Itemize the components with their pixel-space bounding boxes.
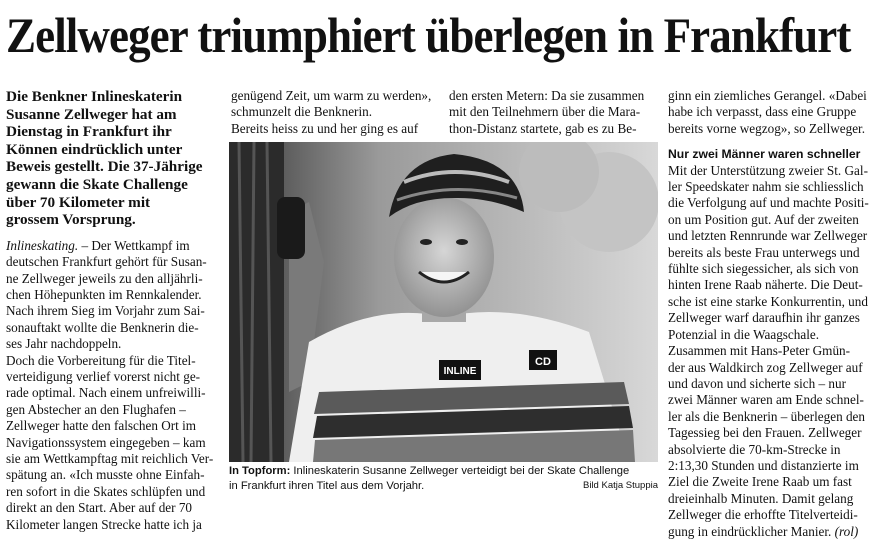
- text-line: genügend Zeit, um warm zu werden»,: [231, 88, 432, 103]
- text-line: ler als die Benknerin – überlegen den: [668, 408, 866, 424]
- body-text: – Der Wettkampf im: [78, 237, 190, 253]
- text-line: thon-Distanz startete, gab es zu Be-: [449, 120, 637, 136]
- text-line: Ziel die Zweite Irene Raab um fast: [668, 474, 852, 490]
- text-line: Zellweger warf daraufhin ihr ganzes: [668, 310, 860, 326]
- text-line: schmunzelt die Benknerin.: [231, 104, 372, 120]
- text-line: fühlte sich siegessicher, als sich von: [668, 261, 859, 277]
- text-line: Beweis gestellt. Die 37-Jährige: [6, 158, 203, 176]
- closing-line: [668, 524, 880, 540]
- text-line: Können eindrücklich unter: [6, 140, 183, 158]
- caption-text-2: in Frankfurt ihren Titel aus dem Vorjahr.: [229, 479, 425, 492]
- text-line: gen Abstecher an den Flughafen –: [6, 401, 186, 417]
- text-line: Kilometer langen Strecke hatte ich ja: [6, 516, 202, 532]
- column-1: [6, 88, 218, 533]
- text-line: Mit der Unterstützung zweier St. Gal-: [668, 162, 868, 178]
- text-line: ler Speedskater nahm sie schliesslich: [668, 179, 864, 195]
- text-line: Zellweger hatte den falschen Ort im: [6, 418, 197, 434]
- body-paragraph: [231, 88, 439, 137]
- text-line: Bereits heiss zu und her ging es auf: [231, 120, 419, 136]
- text-line: rade optimal. Nach einem unfreiwilli-: [6, 385, 206, 401]
- body-paragraph: [6, 254, 218, 533]
- text-line: ses Jahr nachdoppeln.: [6, 336, 122, 352]
- caption-lead: In Topform:: [229, 465, 291, 477]
- text-line: und davon und sicherte sich – nur: [668, 375, 846, 391]
- text-line: den ersten Metern: Da sie zusammen: [449, 88, 645, 103]
- text-line: deutschen Frankfurt gehört für Susan-: [6, 254, 207, 270]
- text-line: sonauftakt wollte die Benknerin die-: [6, 319, 199, 335]
- text-line: Potenzial in die Waagschale.: [668, 326, 820, 342]
- text-line: on um Position gut. Auf der zweiten: [668, 211, 859, 227]
- text-line: mit den Teilnehmern über die Mara-: [449, 104, 641, 120]
- photo-credit: Bild Katja Stuppia: [583, 479, 658, 491]
- text-line: Susanne Zellweger hat am: [6, 105, 177, 123]
- text-line: gewann die Skate Challenge: [6, 175, 188, 193]
- headline: Zellweger triumphiert überlegen in Frankfurt: [6, 7, 851, 63]
- text-line: bereits vorne wegzog», so Zellweger.: [668, 120, 866, 136]
- text-line: spätung an. «Ich musste ohne Einfah-: [6, 467, 205, 483]
- photo-illustration: [229, 142, 658, 462]
- text-line: sche ist eine starke Konkurrentin, und: [668, 293, 868, 309]
- text-line: zwei Männer waren am Ende schnel-: [668, 392, 864, 408]
- text-line: Nach ihrem Sieg im Vorjahr zum Sai-: [6, 303, 205, 319]
- text-line: Doch die Vorbereitung für die Titel-: [6, 352, 196, 368]
- text-line: hinten Irene Raab näherte. Die Deut-: [668, 277, 863, 293]
- text-line: und letzten Rennrunde war Zellweger: [668, 228, 868, 244]
- text-line: absolvierte die 70-km-Strecke in: [668, 441, 841, 457]
- athlete-photo: [229, 142, 658, 462]
- text-line: Die Benkner Inlineskaterin: [6, 88, 183, 105]
- jersey-logo: CD: [535, 356, 551, 368]
- body-paragraph: [668, 88, 880, 137]
- text-line: chen Höhepunkten im Rennkalender.: [6, 286, 202, 302]
- text-line: sie am Wettkampftag mit reichlich Ver-: [6, 451, 214, 467]
- text-line: der aus Waldkirch zog Zellweger auf: [668, 359, 863, 375]
- text-line: Zusammen mit Hans-Peter Gmün-: [668, 343, 851, 359]
- text-line: dreieinhalb Minuten. Damit gelang: [668, 490, 854, 506]
- kicker: Inlineskating.: [6, 237, 79, 253]
- jersey-text: INLINE: [443, 366, 477, 377]
- column-4: [668, 88, 880, 540]
- text-line: 2:13,30 Stunden und distanzierte im: [668, 457, 859, 473]
- text-line: ginn ein ziemliches Gerangel. «Dabei: [668, 88, 867, 103]
- column-3: [449, 88, 657, 137]
- text-line: habe ich verpasst, dass eine Gruppe: [668, 104, 857, 120]
- text-line: über 70 Kilometer mit: [6, 193, 151, 211]
- text-line: verteidigung verlief vorerst nicht ge-: [6, 369, 201, 384]
- text-line: Dienstag in Frankfurt ihr: [6, 123, 172, 141]
- text-line: ne Zellweger jeweils zu den alljährli-: [6, 270, 203, 286]
- caption-text: Inlineskaterin Susanne Zellweger verteidigt bei der Skate Challenge: [290, 465, 630, 477]
- text-line: die Verfolgung auf und machte Positi-: [668, 195, 869, 211]
- column-2: [231, 88, 439, 137]
- text-line: Navigationssystem eingegeben – kam: [6, 434, 206, 450]
- text-line: direkt an den Start. Aber auf der 70: [6, 500, 193, 516]
- body-first-line: [6, 238, 218, 254]
- text-line: grossem Vorsprung.: [6, 211, 136, 229]
- subheading: Nur zwei Männer waren schneller: [668, 147, 861, 162]
- text-line: Tagessieg bei den Frauen. Zellweger: [668, 425, 862, 441]
- author-signature: (rol): [834, 523, 859, 539]
- body-paragraph: [668, 163, 880, 524]
- text-line: ren sofort in die Skates schlüpfen und: [6, 483, 206, 499]
- body-text: gung in eindrücklicher Manier.: [668, 523, 832, 539]
- text-line: bereits als beste Frau unterwegs und: [668, 244, 860, 260]
- lead-paragraph: [6, 88, 218, 229]
- photo-caption: [229, 464, 658, 493]
- text-line: Zellweger die erhoffte Titelverteidi-: [668, 507, 858, 523]
- body-paragraph: [449, 88, 657, 137]
